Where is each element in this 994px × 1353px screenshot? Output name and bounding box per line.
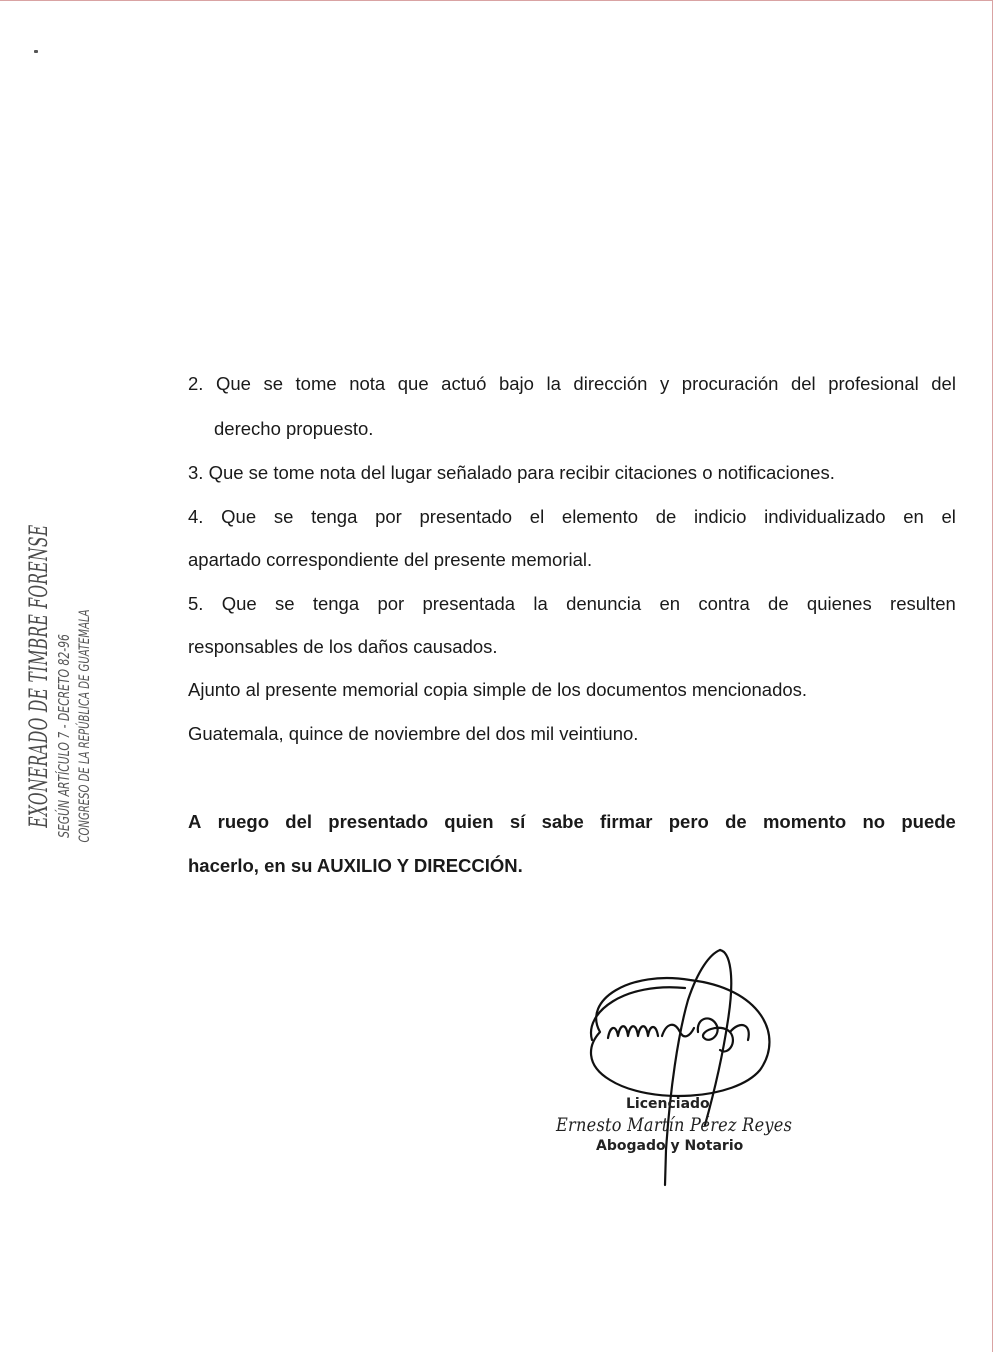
closing-word: A	[188, 811, 202, 832]
item-5-word: en	[659, 593, 681, 614]
item-5-word: presentada	[422, 593, 516, 614]
item-2-word: dirección	[573, 373, 648, 394]
item-5-line-2: responsables de los daños causados.	[188, 636, 498, 657]
item-2-word: Que	[215, 373, 251, 394]
item-5-word: Que	[221, 593, 257, 614]
item-5-word: se	[275, 593, 295, 614]
item-5-word: contra	[698, 593, 750, 614]
item-4-word: el	[529, 506, 545, 527]
closing-word: firmar	[600, 811, 653, 832]
closing-word: pero	[668, 811, 709, 832]
closing-word: quien	[444, 811, 494, 832]
scan-speck	[34, 50, 38, 53]
closing-word: sí	[509, 811, 526, 832]
item-4-word: presentado	[419, 506, 513, 527]
closing-word: no	[862, 811, 886, 832]
closing-line-2: hacerlo, en su AUXILIO Y DIRECCIÓN.	[188, 855, 523, 876]
attachment-line: Ajunto al presente memorial copia simple de los documentos mencionados.	[188, 679, 808, 700]
item-2-word: bajo	[498, 373, 534, 394]
item-2-word: 2.	[188, 373, 204, 394]
item-2-word: del	[931, 373, 956, 394]
item-4-line-1	[188, 505, 956, 529]
stamp-line-1: EXONERADO DE TIMBRE FORENSE	[24, 524, 53, 828]
item-4-word: 4.	[188, 506, 204, 527]
item-5-word: quienes	[806, 593, 872, 614]
item-2-word: actuó	[441, 373, 487, 394]
item-2-word: procuración	[681, 373, 779, 394]
item-5-word: por	[377, 593, 405, 614]
item-4-word: de	[655, 506, 677, 527]
item-4-word: individualizado	[764, 506, 886, 527]
item-2-word: y	[660, 373, 670, 394]
signature-title: Licenciado	[626, 1096, 710, 1112]
item-4-word: el	[941, 506, 956, 527]
exemption-stamp	[24, 524, 124, 884]
closing-word: de	[725, 811, 747, 832]
item-3-line-1: 3. Que se tome nota del lugar señalado para recibir citaciones o notificaciones.	[188, 462, 835, 483]
item-2-line-2: derecho propuesto.	[214, 418, 374, 439]
item-4-word: indicio	[694, 506, 747, 527]
stamp-line-2: SEGÚN ARTÍCULO 7 - DECRETO 82-96	[55, 634, 73, 838]
item-2-word: tome	[295, 373, 337, 394]
item-2-word: nota	[349, 373, 386, 394]
item-5-word: tenga	[312, 593, 360, 614]
item-5-word: la	[533, 593, 548, 614]
item-4-word: elemento	[561, 506, 639, 527]
closing-word: momento	[762, 811, 847, 832]
item-5-word: resulten	[890, 593, 956, 614]
place-date-line: Guatemala, quince de noviembre del dos mil veintiuno.	[188, 723, 639, 744]
item-2-word: que	[397, 373, 429, 394]
item-2-line-1	[188, 372, 956, 396]
item-2-word: la	[546, 373, 561, 394]
item-2-word: profesional	[828, 373, 919, 394]
signature-name: Ernesto Martín Pérez Reyes	[556, 1114, 793, 1136]
item-2-word: del	[790, 373, 816, 394]
item-5-word: de	[768, 593, 789, 614]
item-5-word: 5.	[188, 593, 204, 614]
item-2-word: se	[263, 373, 284, 394]
closing-word: ruego	[217, 811, 270, 832]
stamp-line-3: CONGRESO DE LA REPÚBLICA DE GUATEMALA	[77, 609, 93, 843]
item-4-word: se	[273, 506, 294, 527]
closing-word: puede	[901, 811, 956, 832]
closing-word: del	[285, 811, 313, 832]
closing-line-1	[188, 810, 956, 834]
item-4-word: Que	[221, 506, 257, 527]
item-4-word: tenga	[311, 506, 358, 527]
closing-word: sabe	[541, 811, 584, 832]
item-4-word: por	[375, 506, 402, 527]
closing-word: presentado	[328, 811, 429, 832]
item-4-word: en	[903, 506, 924, 527]
signature-role: Abogado y Notario	[596, 1138, 744, 1154]
item-4-line-2: apartado correspondiente del presente memorial.	[188, 549, 593, 570]
item-5-line-1	[188, 592, 956, 616]
item-5-word: denuncia	[566, 593, 642, 614]
